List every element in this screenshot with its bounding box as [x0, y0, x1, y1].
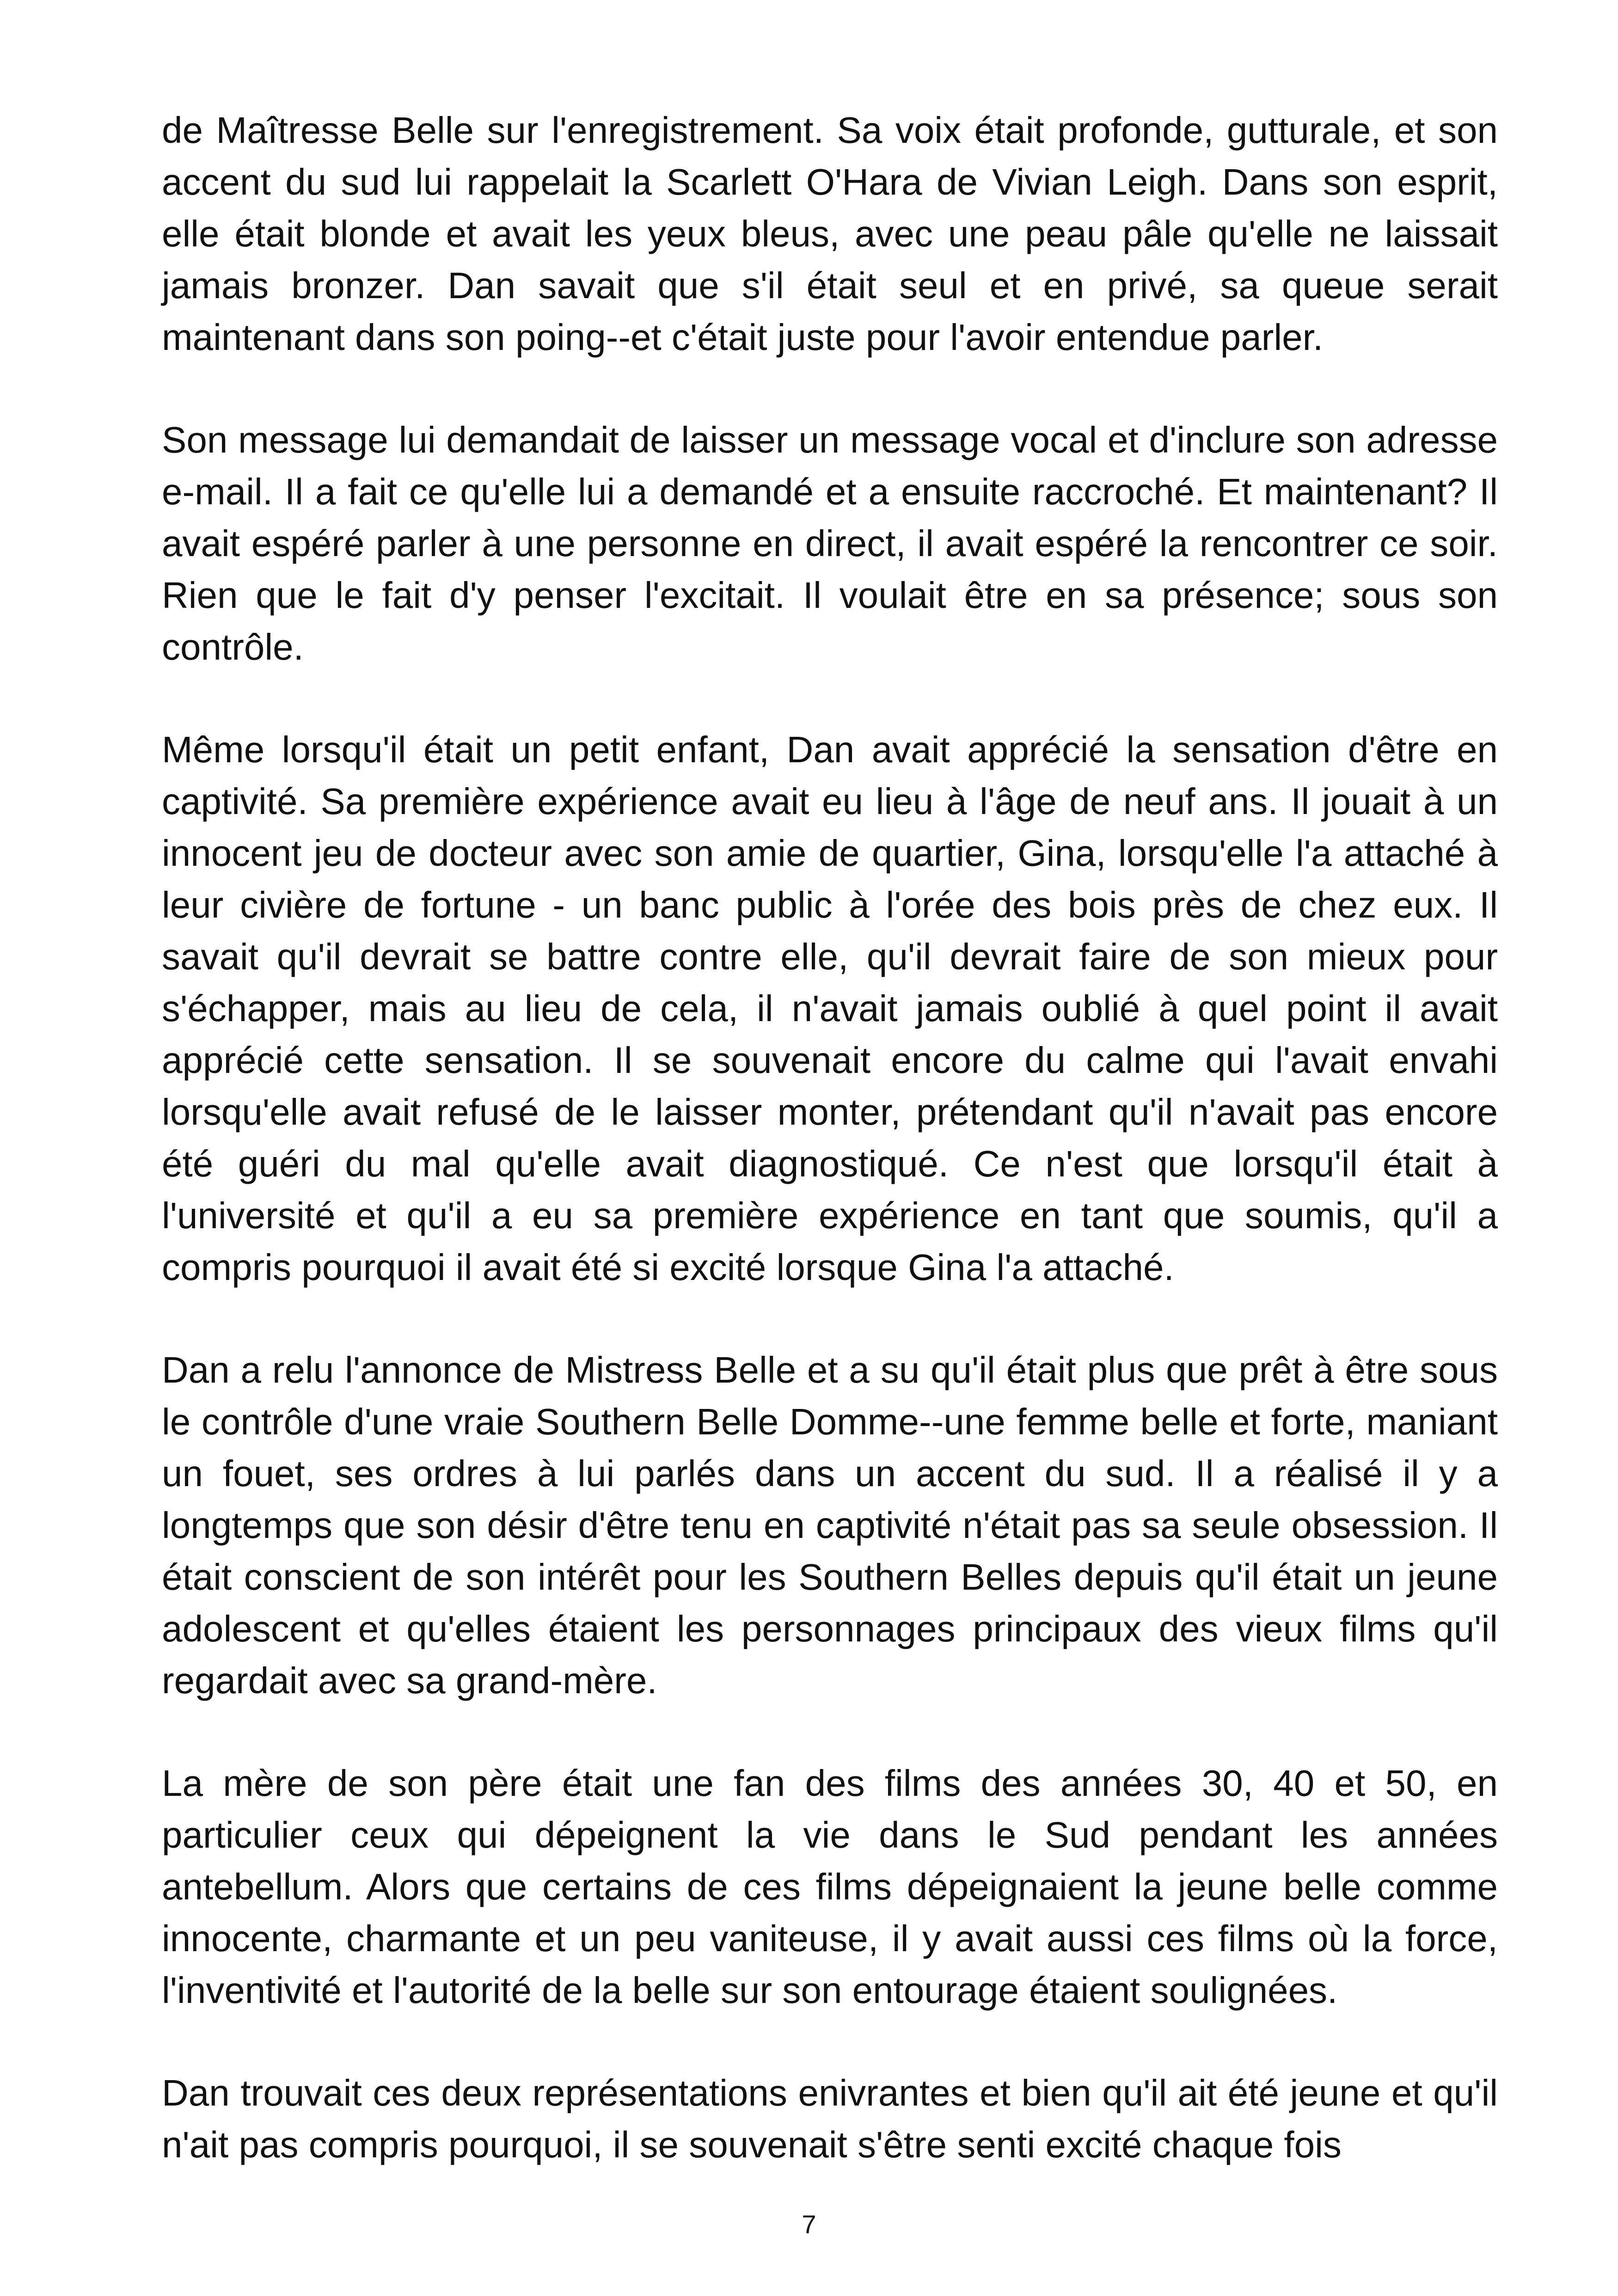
paragraph-2: Son message lui demandait de laisser un message vocal et d'inclure son adresse e-mail. Il a fait ce qu'elle lui a demandé et a ensuite raccroché. Et maintenant? Il avait espéré parler à une personne en direct, il avait espéré la rencontrer ce soir. Rien que le fait d'y penser l'excitait. Il voulait être en sa présence; sous son contrôle. [162, 419, 1498, 667]
paragraph-4: Dan a relu l'annonce de Mistress Belle et a su qu'il était plus que prêt à être sous le contrôle d'une vraie Southern Belle Domme--une femme belle et forte, maniant un fouet, ses ordres à lui parlés dans un accent du sud. Il a réalisé il y a longtemps que son désir d'être tenu en captivité n'était pas sa seule obsession. Il était conscient de son intérêt pour les Southern Belles depuis qu'il était un jeune adolescent et qu'elles étaient les personnages principaux des vieux films qu'il regardait avec sa grand-mère. [162, 1349, 1498, 1701]
paragraph-5: La mère de son père était une fan des films des années 30, 40 et 50, en particulier ceux qui dépeignent la vie dans le Sud pendant les années antebellum. Alors que certains de ces films dépeignaient la jeune belle comme innocente, charmante et un peu vaniteuse, il y avait aussi ces films où la force, l'inventivité et l'autorité de la belle sur son entourage étaient soulignées. [162, 1763, 1498, 2011]
paragraph-3: Même lorsqu'il était un petit enfant, Dan avait apprécié la sensation d'être en captivité. Sa première expérience avait eu lieu à l'âge de neuf ans. Il jouait à un innocent jeu de docteur avec son amie de quartier, Gina, lorsqu'elle l'a attaché à leur civière de fortune - un banc public à l'orée des bois près de chez eux. Il savait qu'il devrait se battre contre elle, qu'il devrait faire de son mieux pour s'échapper, mais au lieu de cela, il n'avait jamais oublié à quel point il avait apprécié cette sensation. Il se souvenait encore du calme qui l'avait envahi lorsqu'elle avait refusé de le laisser monter, prétendant qu'il n'avait pas encore été guéri du mal qu'elle avait diagnostiqué. Ce n'est que lorsqu'il était à l'université et qu'il a eu sa première expérience en tant que soumis, qu'il a compris pourquoi il avait été si excité lorsque Gina l'a attaché. [162, 729, 1498, 1288]
paragraph-1: de Maîtresse Belle sur l'enregistrement. Sa voix était profonde, gutturale, et son accent du sud lui rappelait la Scarlett O'Hara de Vivian Leigh. Dans son esprit, elle était blonde et avait les yeux bleus, avec une peau pâle qu'elle ne laissait jamais bronzer. Dan savait que s'il était seul et en privé, sa queue serait maintenant dans son poing--et c'était juste pour l'avoir entendue parler. [162, 110, 1498, 358]
page-number: 7 [802, 2210, 816, 2239]
body-text [162, 104, 1498, 2222]
paragraph-6: Dan trouvait ces deux représentations enivrantes et bien qu'il ait été jeune et qu'il n'ait pas compris pourquoi, il se souvenait s'être senti excité chaque fois [162, 2072, 1498, 2165]
